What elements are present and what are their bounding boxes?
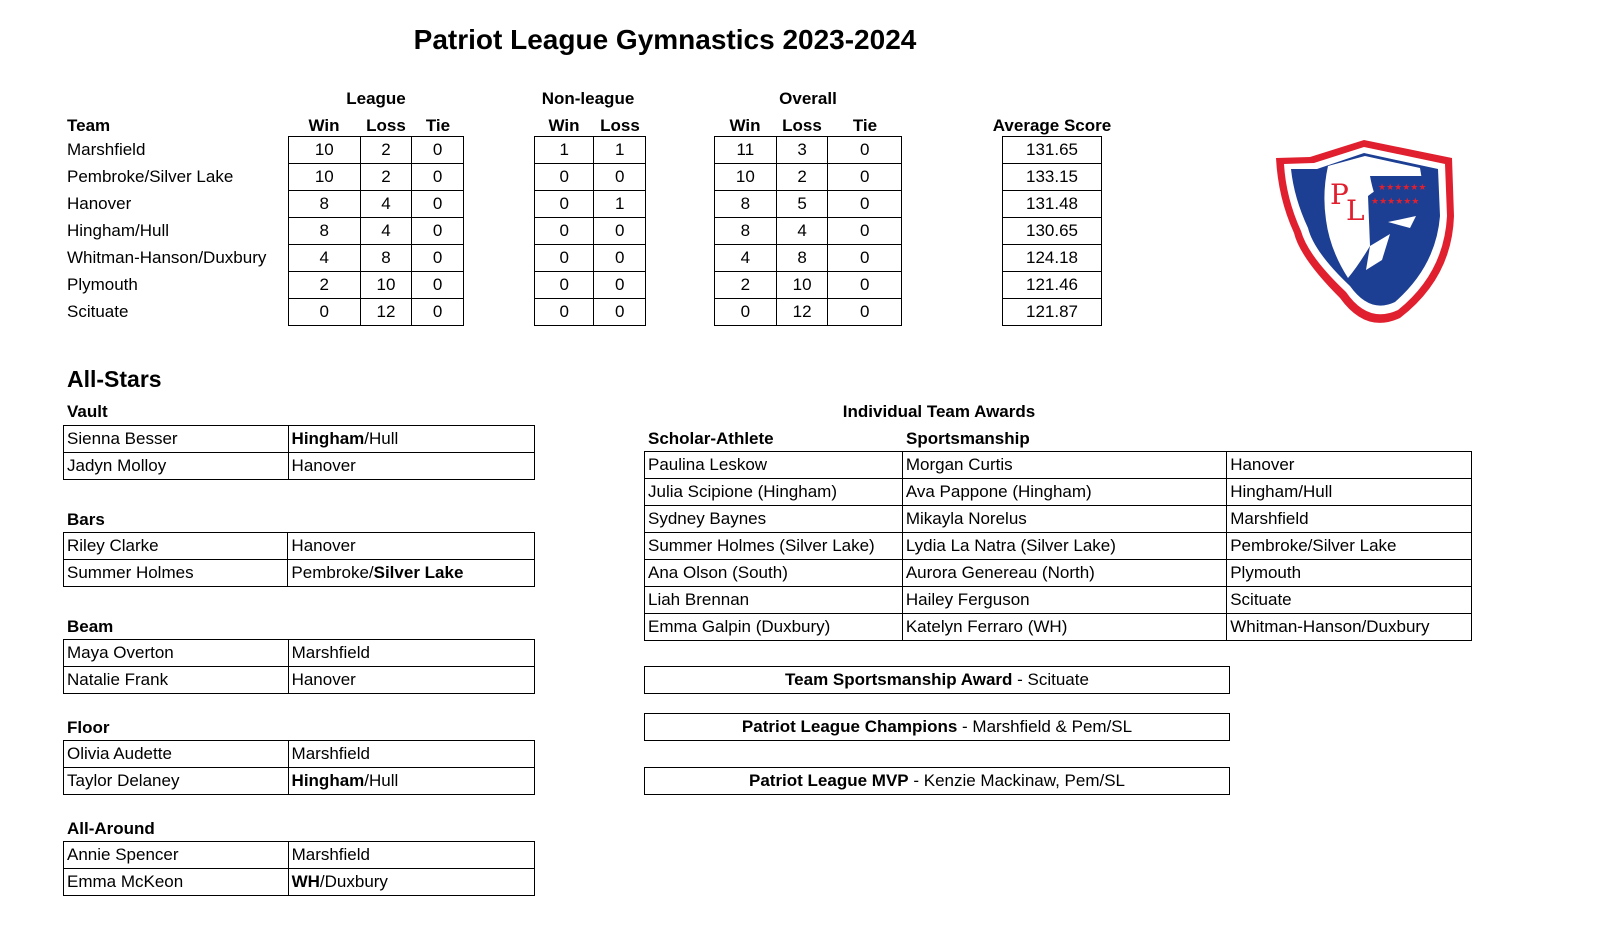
table-row bbox=[64, 741, 535, 768]
average-score-cell: 121.46 bbox=[1003, 272, 1102, 299]
page-title: Patriot League Gymnastics 2023-2024 bbox=[413, 24, 917, 55]
table-row bbox=[64, 768, 535, 795]
overall-tie-cell: 0 bbox=[828, 191, 902, 218]
average-score-cell: 121.87 bbox=[1003, 299, 1102, 326]
scholar-athlete-header: Scholar-Athlete bbox=[648, 429, 774, 448]
sportsmanship-cell: Ava Pappone (Hingham) bbox=[902, 479, 1226, 506]
overall-win-cell: 8 bbox=[715, 218, 777, 245]
table-row bbox=[715, 164, 902, 191]
mvp-value: - Kenzie Mackinaw, Pem/SL bbox=[908, 771, 1125, 790]
table-row bbox=[535, 245, 646, 272]
table-row bbox=[1003, 272, 1102, 299]
table-row bbox=[64, 842, 535, 869]
team-name: Hingham/Hull bbox=[67, 221, 170, 240]
nonleague-win-header: Win bbox=[548, 116, 580, 135]
overall-win-cell: 0 bbox=[715, 299, 777, 326]
athlete-name: Jadyn Molloy bbox=[64, 453, 289, 480]
athlete-name: Summer Holmes bbox=[64, 560, 288, 587]
table-row bbox=[535, 137, 646, 164]
league-loss-cell: 10 bbox=[360, 272, 412, 299]
team-bold-part: Silver Lake bbox=[373, 563, 464, 582]
scholar-athlete-cell: Liah Brennan bbox=[645, 587, 903, 614]
table-row bbox=[289, 272, 464, 299]
floor-title: Floor bbox=[67, 718, 110, 737]
league-tie-cell: 0 bbox=[412, 245, 464, 272]
overall-header: Overall bbox=[779, 89, 837, 108]
athlete-team: Marshfield bbox=[288, 640, 534, 667]
nonleague-loss-cell: 1 bbox=[594, 191, 646, 218]
scholar-athlete-cell: Julia Scipione (Hingham) bbox=[645, 479, 903, 506]
award-team-cell: Whitman-Hanson/Duxbury bbox=[1227, 614, 1472, 641]
sportsmanship-cell: Mikayla Norelus bbox=[902, 506, 1226, 533]
table-row bbox=[645, 452, 1472, 479]
league-tie-header: Tie bbox=[425, 116, 451, 135]
logo-letter-p: P bbox=[1330, 178, 1349, 211]
league-win-cell: 8 bbox=[289, 191, 361, 218]
nonleague-win-cell: 0 bbox=[535, 218, 594, 245]
athlete-name: Riley Clarke bbox=[64, 533, 288, 560]
nonleague-win-cell: 0 bbox=[535, 299, 594, 326]
table-row bbox=[289, 191, 464, 218]
athlete-team bbox=[288, 560, 535, 587]
team-bold-part: Hingham bbox=[291, 771, 365, 790]
table-row bbox=[645, 587, 1472, 614]
athlete-name: Natalie Frank bbox=[64, 667, 289, 694]
league-loss-cell: 2 bbox=[360, 137, 412, 164]
table-row bbox=[645, 533, 1472, 560]
sportsmanship-header: Sportsmanship bbox=[906, 429, 1030, 448]
allaround-title: All-Around bbox=[67, 819, 155, 838]
nonleague-win-cell: 0 bbox=[535, 272, 594, 299]
champions-value: - Marshfield & Pem/SL bbox=[957, 717, 1133, 736]
allaround-table bbox=[63, 841, 535, 896]
beam-title: Beam bbox=[67, 617, 114, 636]
table-row bbox=[64, 560, 535, 587]
champions-box bbox=[644, 713, 1230, 741]
athlete-team bbox=[288, 426, 534, 453]
average-score-cell: 133.15 bbox=[1003, 164, 1102, 191]
athlete-team: Hanover bbox=[288, 453, 534, 480]
table-row bbox=[645, 479, 1472, 506]
awards-heading: Individual Team Awards bbox=[842, 402, 1036, 421]
league-loss-cell: 2 bbox=[360, 164, 412, 191]
overall-win-cell: 8 bbox=[715, 191, 777, 218]
table-row bbox=[535, 191, 646, 218]
vault-title: Vault bbox=[67, 402, 108, 421]
overall-loss-cell: 2 bbox=[776, 164, 828, 191]
league-loss-cell: 12 bbox=[360, 299, 412, 326]
team-name: Plymouth bbox=[67, 275, 138, 294]
beam-table bbox=[63, 639, 535, 694]
league-win-cell: 8 bbox=[289, 218, 361, 245]
league-header: League bbox=[346, 89, 406, 108]
table-row bbox=[64, 533, 535, 560]
floor-table bbox=[63, 740, 535, 795]
table-row bbox=[535, 299, 646, 326]
table-row bbox=[289, 164, 464, 191]
overall-win-cell: 10 bbox=[715, 164, 777, 191]
overall-tie-cell: 0 bbox=[828, 218, 902, 245]
nonleague-loss-header: Loss bbox=[600, 116, 640, 135]
league-table bbox=[288, 136, 464, 326]
overall-tie-cell: 0 bbox=[828, 245, 902, 272]
league-tie-cell: 0 bbox=[412, 164, 464, 191]
athlete-name: Annie Spencer bbox=[64, 842, 289, 869]
table-row bbox=[64, 869, 535, 896]
bars-table bbox=[63, 532, 535, 587]
team-name: Hanover bbox=[67, 194, 132, 213]
sportsmanship-cell: Aurora Genereau (North) bbox=[902, 560, 1226, 587]
league-win-cell: 10 bbox=[289, 164, 361, 191]
overall-win-cell: 11 bbox=[715, 137, 777, 164]
bars-title: Bars bbox=[67, 510, 105, 529]
nonleague-win-cell: 0 bbox=[535, 191, 594, 218]
award-team-cell: Scituate bbox=[1227, 587, 1472, 614]
team-name: Whitman-Hanson/Duxbury bbox=[67, 248, 267, 267]
nonleague-header: Non-league bbox=[541, 89, 635, 108]
table-row bbox=[1003, 191, 1102, 218]
award-team-cell: Hingham/Hull bbox=[1227, 479, 1472, 506]
scholar-athlete-cell: Emma Galpin (Duxbury) bbox=[645, 614, 903, 641]
overall-loss-header: Loss bbox=[782, 116, 822, 135]
team-sportsmanship-value: - Scituate bbox=[1012, 670, 1089, 689]
athlete-team: Hanover bbox=[288, 667, 534, 694]
athlete-name: Emma McKeon bbox=[64, 869, 289, 896]
overall-tie-cell: 0 bbox=[828, 299, 902, 326]
nonleague-win-cell: 0 bbox=[535, 164, 594, 191]
team-name: Scituate bbox=[67, 302, 129, 321]
team-names bbox=[67, 136, 266, 325]
overall-win-cell: 4 bbox=[715, 245, 777, 272]
nonleague-win-cell: 1 bbox=[535, 137, 594, 164]
table-row bbox=[289, 137, 464, 164]
team-sportsmanship-label: Team Sportsmanship Award bbox=[785, 670, 1013, 689]
vault-table bbox=[63, 425, 535, 480]
patriot-league-logo bbox=[1270, 138, 1458, 326]
table-row bbox=[535, 272, 646, 299]
nonleague-loss-cell: 0 bbox=[594, 299, 646, 326]
allstars-heading: All-Stars bbox=[67, 366, 162, 392]
league-win-cell: 0 bbox=[289, 299, 361, 326]
scholar-athlete-cell: Paulina Leskow bbox=[645, 452, 903, 479]
overall-loss-cell: 4 bbox=[776, 218, 828, 245]
average-score-cell: 124.18 bbox=[1003, 245, 1102, 272]
league-win-header: Win bbox=[308, 116, 340, 135]
table-row bbox=[535, 164, 646, 191]
league-tie-cell: 0 bbox=[412, 218, 464, 245]
table-row bbox=[1003, 218, 1102, 245]
overall-win-cell: 2 bbox=[715, 272, 777, 299]
nonleague-table bbox=[534, 136, 646, 326]
sportsmanship-cell: Lydia La Natra (Silver Lake) bbox=[902, 533, 1226, 560]
mvp-label: Patriot League MVP bbox=[748, 771, 909, 790]
table-row bbox=[289, 299, 464, 326]
sportsmanship-cell: Morgan Curtis bbox=[902, 452, 1226, 479]
nonleague-loss-cell: 0 bbox=[594, 245, 646, 272]
nonleague-loss-cell: 0 bbox=[594, 272, 646, 299]
athlete-team: Hanover bbox=[288, 533, 535, 560]
average-score-header: Average Score bbox=[992, 116, 1112, 135]
table-row bbox=[289, 245, 464, 272]
league-tie-cell: 0 bbox=[412, 272, 464, 299]
table-row bbox=[715, 245, 902, 272]
overall-tie-cell: 0 bbox=[828, 164, 902, 191]
nonleague-loss-cell: 0 bbox=[594, 218, 646, 245]
team-sportsmanship-award-box bbox=[644, 666, 1230, 694]
overall-table bbox=[714, 136, 902, 326]
average-score-cell: 130.65 bbox=[1003, 218, 1102, 245]
table-row bbox=[645, 506, 1472, 533]
athlete-name: Sienna Besser bbox=[64, 426, 289, 453]
league-loss-cell: 4 bbox=[360, 191, 412, 218]
mvp-box bbox=[644, 767, 1230, 795]
team-rest-part: /Duxbury bbox=[319, 872, 388, 891]
logo-stars-row-1: ★★★★★★ bbox=[1378, 183, 1427, 193]
athlete-team: Marshfield bbox=[288, 741, 534, 768]
league-win-cell: 2 bbox=[289, 272, 361, 299]
athlete-team bbox=[288, 869, 534, 896]
champions-label: Patriot League Champions bbox=[741, 717, 958, 736]
table-row bbox=[535, 218, 646, 245]
nonleague-win-cell: 0 bbox=[535, 245, 594, 272]
team-bold-part: WH bbox=[291, 872, 320, 891]
team-rest-part: /Hull bbox=[364, 771, 399, 790]
table-row bbox=[1003, 164, 1102, 191]
scholar-athlete-cell: Ana Olson (South) bbox=[645, 560, 903, 587]
average-score-table bbox=[1002, 136, 1102, 326]
overall-tie-cell: 0 bbox=[828, 137, 902, 164]
table-row bbox=[1003, 137, 1102, 164]
athlete-team bbox=[288, 768, 534, 795]
overall-loss-cell: 8 bbox=[776, 245, 828, 272]
table-row bbox=[715, 272, 902, 299]
league-tie-cell: 0 bbox=[412, 191, 464, 218]
table-row bbox=[645, 560, 1472, 587]
athlete-team: Marshfield bbox=[288, 842, 534, 869]
league-loss-cell: 8 bbox=[360, 245, 412, 272]
nonleague-loss-cell: 1 bbox=[594, 137, 646, 164]
scholar-athlete-cell: Sydney Baynes bbox=[645, 506, 903, 533]
average-score-cell: 131.48 bbox=[1003, 191, 1102, 218]
league-win-cell: 10 bbox=[289, 137, 361, 164]
award-team-cell: Pembroke/Silver Lake bbox=[1227, 533, 1472, 560]
table-row bbox=[1003, 245, 1102, 272]
overall-loss-cell: 12 bbox=[776, 299, 828, 326]
overall-tie-cell: 0 bbox=[828, 272, 902, 299]
team-col-header: Team bbox=[67, 116, 111, 135]
award-team-cell: Plymouth bbox=[1227, 560, 1472, 587]
sportsmanship-cell: Hailey Ferguson bbox=[902, 587, 1226, 614]
award-team-cell: Marshfield bbox=[1227, 506, 1472, 533]
table-row bbox=[645, 614, 1472, 641]
table-row bbox=[715, 299, 902, 326]
table-row bbox=[715, 218, 902, 245]
team-pre-part: Pembroke/ bbox=[291, 563, 374, 582]
table-row bbox=[64, 667, 535, 694]
overall-loss-cell: 10 bbox=[776, 272, 828, 299]
overall-tie-header: Tie bbox=[852, 116, 878, 135]
average-score-cell: 131.65 bbox=[1003, 137, 1102, 164]
team-name: Pembroke/Silver Lake bbox=[67, 167, 234, 186]
logo-letter-l: L bbox=[1346, 194, 1365, 227]
table-row bbox=[64, 426, 535, 453]
table-row bbox=[715, 191, 902, 218]
team-bold-part: Hingham bbox=[291, 429, 365, 448]
league-loss-cell: 4 bbox=[360, 218, 412, 245]
athlete-name: Olivia Audette bbox=[64, 741, 289, 768]
team-name: Marshfield bbox=[67, 140, 146, 159]
table-row bbox=[715, 137, 902, 164]
overall-loss-cell: 3 bbox=[776, 137, 828, 164]
overall-loss-cell: 5 bbox=[776, 191, 828, 218]
table-row bbox=[64, 453, 535, 480]
table-row bbox=[64, 640, 535, 667]
logo-stars-row-2: ★★★★★★ bbox=[1371, 197, 1420, 207]
award-team-cell: Hanover bbox=[1227, 452, 1472, 479]
scholar-athlete-cell: Summer Holmes (Silver Lake) bbox=[645, 533, 903, 560]
league-loss-header: Loss bbox=[366, 116, 406, 135]
team-rest-part: /Hull bbox=[364, 429, 399, 448]
league-tie-cell: 0 bbox=[412, 137, 464, 164]
league-win-cell: 4 bbox=[289, 245, 361, 272]
overall-win-header: Win bbox=[729, 116, 761, 135]
awards-table bbox=[644, 451, 1472, 641]
nonleague-loss-cell: 0 bbox=[594, 164, 646, 191]
league-tie-cell: 0 bbox=[412, 299, 464, 326]
athlete-name: Taylor Delaney bbox=[64, 768, 289, 795]
athlete-name: Maya Overton bbox=[64, 640, 289, 667]
table-row bbox=[289, 218, 464, 245]
sportsmanship-cell: Katelyn Ferraro (WH) bbox=[902, 614, 1226, 641]
table-row bbox=[1003, 299, 1102, 326]
